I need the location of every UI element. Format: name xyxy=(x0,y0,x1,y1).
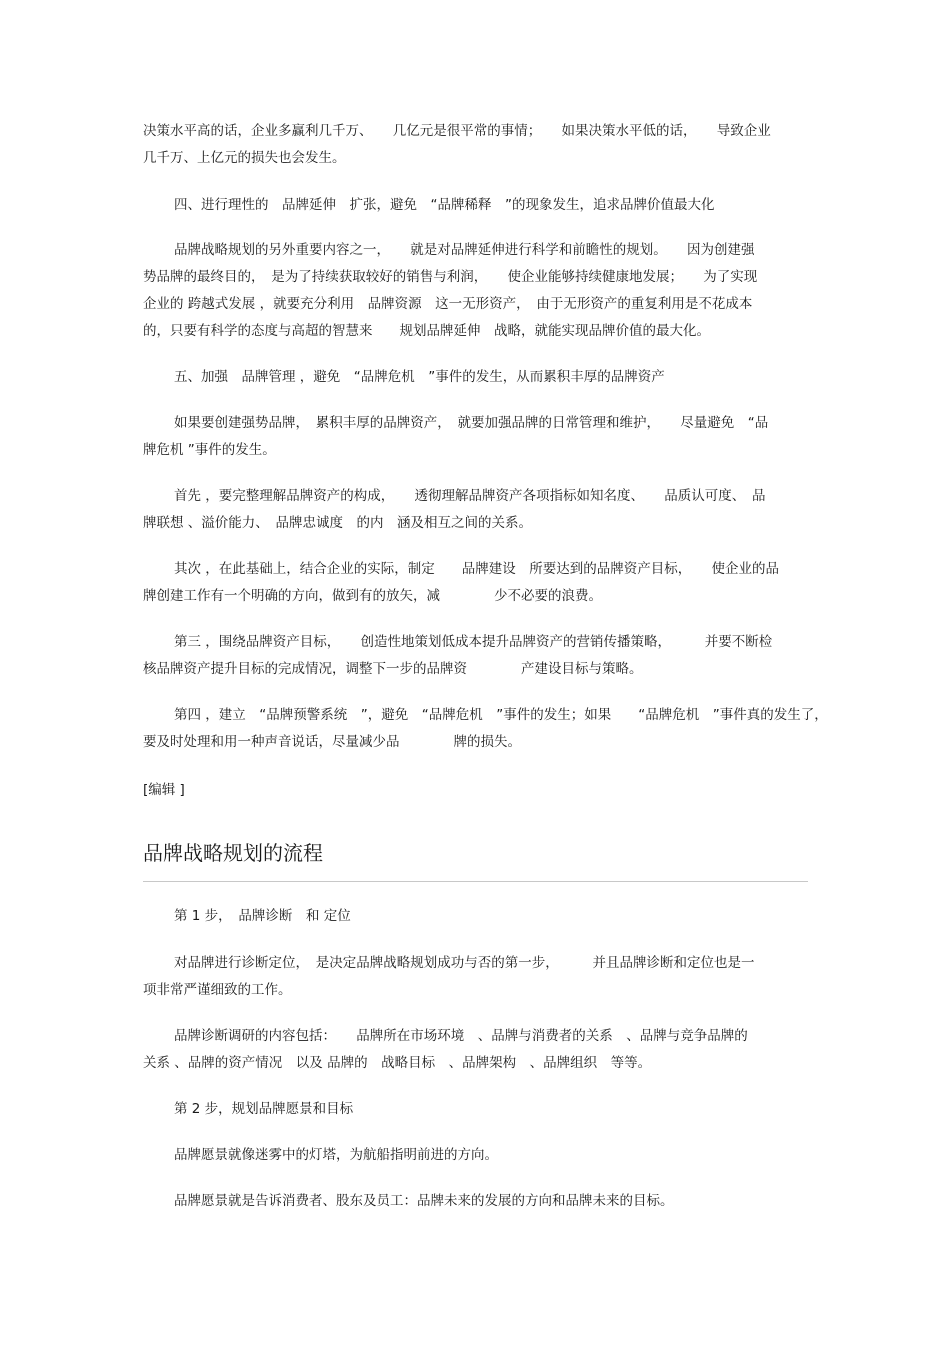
text-line: 牌联想 、溢价能力、 品牌忠诚度 的内 涵及相互之间的关系。 xyxy=(143,515,533,531)
paragraph-diagnosis xyxy=(143,950,808,1004)
text-line: 要及时处理和用一种声音说话，尽量减少品 牌的损失。 xyxy=(143,734,521,750)
text-line: 对品牌进行诊断定位， 是决定品牌战略规划成功与否的第一步， 并且品牌诊断和定位也是一 xyxy=(174,955,755,971)
paragraph-fourth xyxy=(143,702,828,756)
paragraph-vision-definition xyxy=(143,1188,808,1215)
text-line: 企业的 跨越式发展 ，就要充分利用 品牌资源 这一无形资产， 由于无形资产的重复利用是不花成本 xyxy=(143,296,753,312)
text-line: 如果要创建强势品牌， 累积丰厚的品牌资产， 就要加强品牌的日常管理和维护， 尽量避免 “品 xyxy=(174,415,769,431)
text-line: 的，只要有科学的态度与高超的智慧来 规划品牌延伸 战略，就能实现品牌价值的最大化。 xyxy=(143,323,710,339)
text-line: 品牌愿景就像迷雾中的灯塔，为航船指明前进的方向。 xyxy=(174,1147,498,1163)
paragraph-third xyxy=(143,629,808,683)
text-line: 第 1 步， 品牌诊断 和 定位 xyxy=(174,908,351,924)
text-line: 五、加强 品牌管理 ，避免 “品牌危机 ”事件的发生，从而累积丰厚的品牌资产 xyxy=(174,369,665,385)
text-line: 第三 ，围绕品牌资产目标， 创造性地策划低成本提升品牌资产的营销传播策略， 并要不断检 xyxy=(174,634,773,650)
paragraph-brand-extension xyxy=(143,237,808,345)
text-line: 决策水平高的话，企业多赢利几千万、 几亿元是很平常的事情； 如果决策水平低的话， 导致企业 xyxy=(143,123,771,139)
text-line: 牌创建工作有一个明确的方向，做到有的放矢，减 少不必要的浪费。 xyxy=(143,588,602,604)
paragraph-second xyxy=(143,556,808,610)
section-title: 品牌战略规划的流程 xyxy=(143,841,323,865)
heading-brand-extension xyxy=(143,192,808,219)
paragraph-vision-lighthouse xyxy=(143,1142,808,1169)
heading-brand-management xyxy=(143,364,808,391)
edit-link[interactable]: [编辑 ] xyxy=(143,782,185,798)
step-1-heading xyxy=(143,903,808,930)
text-line: 品牌愿景就是告诉消费者、股东及员工：品牌未来的发展的方向和品牌未来的目标。 xyxy=(174,1193,674,1209)
text-line: 第四 ，建立 “品牌预警系统 ”，避免 “品牌危机 ”事件的发生；如果 “品牌危机 ”事件真的发生了， xyxy=(174,707,828,723)
paragraph-first xyxy=(143,483,808,537)
text-line: 品牌诊断调研的内容包括： 品牌所在市场环境 、品牌与消费者的关系 、品牌与竞争品牌的 xyxy=(174,1028,748,1044)
text-line: 牌危机 ”事件的发生。 xyxy=(143,442,276,458)
text-line: 项非常严谨细致的工作。 xyxy=(143,982,292,998)
text-line: 品牌战略规划的另外重要内容之一， 就是对品牌延伸进行科学和前瞻性的规划。 因为创建强 xyxy=(174,242,755,258)
paragraph-diagnosis-content xyxy=(143,1023,808,1077)
text-line: 第 2 步，规划品牌愿景和目标 xyxy=(174,1101,354,1117)
paragraph-brand-management xyxy=(143,410,808,464)
text-line: 势品牌的最终目的， 是为了持续获取较好的销售与利润， 使企业能够持续健康地发展； 为了实现 xyxy=(143,269,758,285)
text-line: 四、进行理性的 品牌延伸 扩张，避免 “品牌稀释 ”的现象发生，追求品牌价值最大化 xyxy=(174,197,715,213)
paragraph-decision-level xyxy=(143,118,808,172)
text-line: 核品牌资产提升目标的完成情况，调整下一步的品牌资 产建设目标与策略。 xyxy=(143,661,643,677)
text-line: 关系 、品牌的资产情况 以及 品牌的 战略目标 、品牌架构 、品牌组织 等等。 xyxy=(143,1055,652,1071)
text-line: 其次 ，在此基础上，结合企业的实际，制定 品牌建设 所要达到的品牌资产目标， 使企业的品 xyxy=(174,561,780,577)
text-line: 首先 ，要完整理解品牌资产的构成， 透彻理解品牌资产各项指标如知名度、 品质认可度、 品 xyxy=(174,488,766,504)
section-divider xyxy=(143,881,808,882)
step-2-heading xyxy=(143,1096,808,1123)
text-line: 几千万、上亿元的损失也会发生。 xyxy=(143,150,346,166)
